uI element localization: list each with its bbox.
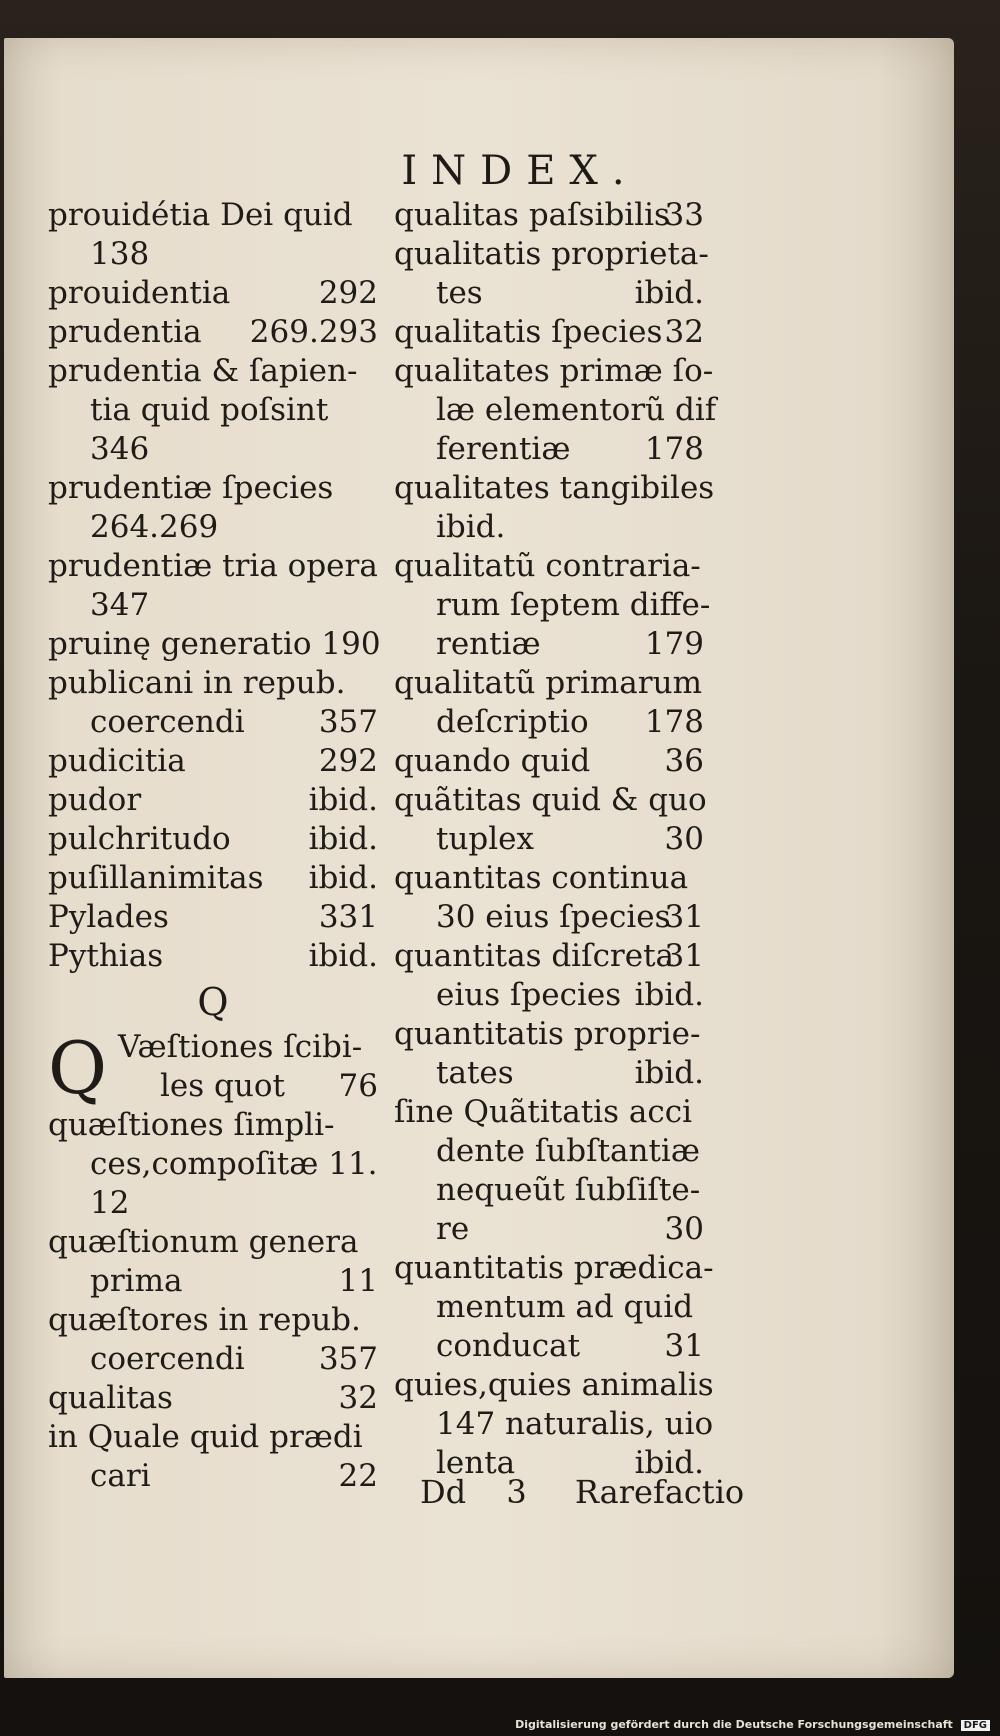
index-entry [394, 352, 714, 391]
entry-page: ibid. [634, 1055, 704, 1091]
index-entry [48, 781, 378, 820]
dfg-logo: DFG [961, 1720, 990, 1731]
page-footer [420, 1473, 744, 1511]
entry-page: ibid. [634, 275, 704, 311]
entry-text: cari [90, 1458, 151, 1494]
index-entry [394, 547, 704, 586]
entry-text: 147 naturalis, uio [436, 1406, 714, 1442]
index-entry [394, 1405, 714, 1444]
entry-text: qualitatis ſpecies [394, 314, 663, 350]
entry-text: quæſtionum genera [48, 1224, 359, 1260]
index-entry [48, 1262, 378, 1301]
entry-page: 30 [664, 1211, 704, 1247]
entry-page: 11 [338, 1263, 378, 1299]
index-entry [48, 937, 378, 976]
entry-page: 36 [664, 743, 704, 779]
index-entry [48, 898, 378, 937]
entry-text: pudicitia [48, 743, 186, 779]
entry-text: prudentia [48, 314, 202, 350]
left-entries-after [48, 1106, 378, 1496]
index-entry [48, 1457, 378, 1496]
entry-page: ibid. [308, 782, 378, 818]
section-letter: Q [197, 980, 229, 1024]
right-column [394, 196, 717, 1483]
entry-page: 331 [318, 899, 378, 935]
index-entry [394, 391, 717, 430]
entry-text: qualitas [48, 1380, 173, 1416]
entry-page: 269.293 [249, 314, 378, 350]
entry-text: lenta [436, 1445, 516, 1481]
entry-text: pulchritudo [48, 821, 231, 857]
entry-text: prudentia & ſapien- [48, 353, 358, 389]
entry-text: tes [436, 275, 483, 311]
entry-text: coercendi [90, 1341, 245, 1377]
index-entry [48, 274, 378, 313]
entry-text: conducat [436, 1328, 581, 1364]
footer-number: 3 [506, 1473, 527, 1511]
entry-text: quando quid [394, 743, 591, 779]
entry-page: ibid. [634, 977, 704, 1013]
entry-text: prouidétia Dei quid [48, 197, 353, 233]
index-entry [48, 352, 378, 391]
index-entry [48, 1184, 378, 1223]
index-entry [394, 1093, 704, 1132]
entry-text: 30 eius ſpecies [436, 899, 671, 935]
index-entry [394, 508, 704, 547]
index-entry [48, 625, 381, 664]
index-entry [394, 664, 704, 703]
entry-page: 179 [644, 626, 704, 662]
index-entry [48, 1301, 378, 1340]
entry-text: ibid. [436, 509, 506, 545]
index-entry [394, 430, 704, 469]
entry-text: publicani in repub. [48, 665, 346, 701]
index-entry [48, 547, 378, 586]
entry-text: qualitas paſsibilis [394, 197, 670, 233]
entry-page: 31 [664, 1328, 704, 1364]
right-entries [394, 196, 717, 1483]
entry-page: ibid. [308, 860, 378, 896]
index-entry [394, 1015, 704, 1054]
entry-text: pudor [48, 782, 142, 818]
entry-text: quies,quies animalis [394, 1367, 714, 1403]
entry-text: prudentiæ tria opera [48, 548, 378, 584]
entry-page: 292 [318, 275, 378, 311]
entry-text: tia quid poſsint [90, 392, 329, 428]
entry-page: 357 [318, 704, 378, 740]
entry-text: 347 [90, 587, 150, 623]
entry-page: 32 [664, 314, 704, 350]
entry-text: 264.269 [90, 509, 219, 545]
index-entry [48, 1145, 378, 1184]
index-entry [48, 1418, 378, 1457]
left-entries [48, 196, 381, 976]
index-entry [48, 430, 378, 469]
index-entry [394, 313, 704, 352]
entry-text: in Quale quid prædi [48, 1419, 363, 1455]
entry-text: quæſtores in repub. [48, 1302, 361, 1338]
entry-page: 30 [664, 821, 704, 857]
index-entry [394, 274, 704, 313]
entry-text: 138 [90, 236, 150, 272]
entry-text: rum ſeptem diffe- [436, 587, 711, 623]
index-entry [394, 1054, 704, 1093]
index-entry [48, 859, 378, 898]
entry-text: tuplex [436, 821, 535, 857]
entry-page: 292 [318, 743, 378, 779]
index-entry [48, 196, 378, 235]
entry-text: mentum ad quid [436, 1289, 694, 1325]
entry-text: qualitates primæ ſo- [394, 353, 714, 389]
entry-text: tates [436, 1055, 514, 1091]
entry-page: 32 [338, 1380, 378, 1416]
entry-page: 31 [664, 938, 704, 974]
entry-text: eius ſpecies [436, 977, 622, 1013]
entry-text: dente ſubſtantiæ [436, 1133, 700, 1169]
entry-text: qualitatis proprieta- [394, 236, 709, 272]
entry-page: ibid. [308, 938, 378, 974]
entry-text: coercendi [90, 704, 245, 740]
entry-text: quæſtiones ſimpli- [48, 1107, 335, 1143]
index-entry [394, 1288, 704, 1327]
entry-text: prima [90, 1263, 183, 1299]
index-entry [394, 1327, 704, 1366]
index-entry [48, 235, 378, 274]
entry-text: re [436, 1211, 470, 1247]
index-entry [394, 976, 704, 1015]
index-entry [48, 391, 378, 430]
index-entry [394, 820, 704, 859]
index-entry [394, 235, 709, 274]
entry-text: prouidentia [48, 275, 231, 311]
credit-text: Digitalisierung gefördert durch die Deutsche Forschungsgemeinschaft [515, 1718, 953, 1731]
dropcap-line-2 [160, 1067, 378, 1106]
entry-text: Pylades [48, 899, 169, 935]
index-entry [394, 625, 704, 664]
index-entry [394, 937, 704, 976]
index-entry [48, 313, 378, 352]
index-entry [394, 703, 704, 742]
left-column [48, 196, 381, 1496]
entry-text: quãtitas quid & quo [394, 782, 707, 818]
entry-text: prudentiæ ſpecies [48, 470, 334, 506]
index-entry [394, 781, 707, 820]
entry-text: quantitatis prædica- [394, 1250, 714, 1286]
index-entry [48, 1340, 378, 1379]
entry-page: 178 [644, 431, 704, 467]
entry-text: Pythias [48, 938, 164, 974]
index-entry [394, 1210, 704, 1249]
entry-page: 22 [338, 1458, 378, 1494]
entry-text: ferentiæ [436, 431, 571, 467]
entry-page: 178 [644, 704, 704, 740]
index-entry [394, 586, 711, 625]
entry-page: ibid. [634, 1445, 704, 1481]
entry-page: 31 [664, 899, 704, 935]
entry-text: rentiæ [436, 626, 541, 662]
dropcap-line-1: Væſtiones ſcibi- [118, 1029, 363, 1065]
entry-page: ibid. [308, 821, 378, 857]
index-entry [48, 664, 378, 703]
index-entry [394, 859, 704, 898]
entry-text: deſcriptio [436, 704, 589, 740]
index-entry [394, 742, 704, 781]
entry-text: qualitates tangibiles [394, 470, 715, 506]
index-entry [48, 469, 378, 508]
index-entry [394, 1249, 714, 1288]
entry-text: qualitatũ contraria- [394, 548, 701, 584]
index-entry [48, 742, 378, 781]
index-entry [394, 1366, 714, 1405]
entry-text: 346 [90, 431, 150, 467]
entry-text: 12 [90, 1185, 130, 1221]
index-entry [48, 508, 378, 547]
index-entry [394, 898, 704, 937]
index-entry [48, 820, 378, 859]
entry-text: nequeũt ſubſiſte- [436, 1172, 701, 1208]
entry-text: læ elementorũ dif [436, 392, 717, 428]
page-header: INDEX. [401, 148, 639, 194]
entry-text: quantitatis proprie- [394, 1016, 701, 1052]
entry-text: qualitatũ primarum [394, 665, 702, 701]
index-entry [48, 1223, 378, 1262]
entry-text: quantitas diſcreta [394, 938, 675, 974]
index-entry [394, 469, 715, 508]
footer-signature: Dd [420, 1473, 467, 1511]
entry-page: 76 [338, 1068, 378, 1104]
entry-text: quantitas continua [394, 860, 689, 896]
entry-page: 357 [318, 1341, 378, 1377]
entry-text: ces,compoſitæ 11. [90, 1146, 378, 1182]
entry-text: pruinę generatio 190 [48, 626, 381, 662]
index-entry [48, 1379, 378, 1418]
entry-text: les quot [160, 1068, 285, 1104]
index-entry [48, 703, 378, 742]
index-entry [48, 586, 378, 625]
dropcap-letter: Q [48, 1026, 108, 1110]
index-entry [48, 1106, 378, 1145]
index-entry [394, 196, 704, 235]
entry-text: puſillanimitas [48, 860, 264, 896]
index-entry [394, 1171, 704, 1210]
entry-text: ſine Quãtitatis acci [394, 1094, 692, 1130]
dropcap-entry [48, 1026, 378, 1110]
entry-page: 33 [664, 197, 704, 233]
footer-catchword: Rarefactio [574, 1473, 745, 1511]
index-entry [394, 1132, 704, 1171]
digitization-credit [0, 1718, 990, 1731]
